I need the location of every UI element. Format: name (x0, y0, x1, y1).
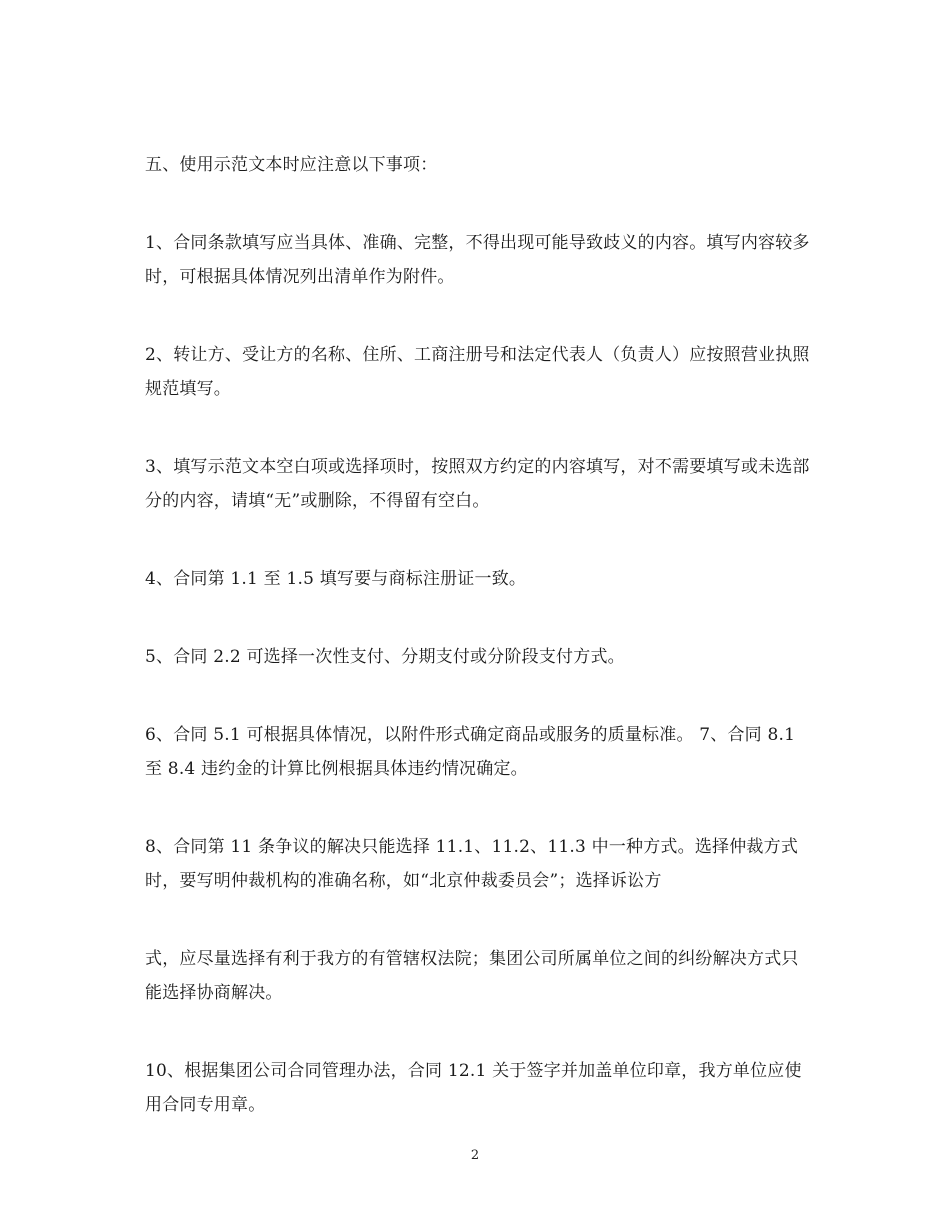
paragraph-8: 8、合同第 11 条争议的解决只能选择 11.1、11.2、11.3 中一种方式。选择仲裁方式时，要写明仲裁机构的准确名称，如“北京仲裁委员会”；选择诉讼方 (145, 837, 799, 891)
paragraph-6-7: 6、合同 5.1 可根据具体情况，以附件形式确定商品或服务的质量标准。 7、合同 8.1 至 8.4 违约金的计算比例根据具体违约情况确定。 (145, 725, 796, 779)
paragraph-10: 10、根据集团公司合同管理办法，合同 12.1 关于签字并加盖单位印章，我方单位应使用合同专用章。 (145, 1061, 802, 1115)
page-number: 2 (470, 1148, 480, 1163)
section-heading: 五、使用示范文本时应注意以下事项： (145, 155, 438, 175)
paragraph-2: 2、转让方、受让方的名称、住所、工商注册号和法定代表人（负责人）应按照营业执照规范填写。 (145, 345, 810, 399)
paragraph-5: 5、合同 2.2 可选择一次性支付、分期支付或分阶段支付方式。 (145, 647, 625, 667)
paragraph-4: 4、合同第 1.1 至 1.5 填写要与商标注册证一致。 (145, 569, 527, 589)
paragraph-8-continued: 式，应尽量选择有利于我方的有管辖权法院；集团公司所属单位之间的纠纷解决方式只能选择协商解决。 (145, 949, 799, 1003)
paragraph-1: 1、合同条款填写应当具体、准确、完整，不得出现可能导致歧义的内容。填写内容较多时，可根据具体情况列出清单作为附件。 (145, 233, 810, 287)
paragraph-3: 3、填写示范文本空白项或选择项时，按照双方约定的内容填写，对不需要填写或未选部分的内容，请填“无”或删除，不得留有空白。 (145, 457, 810, 511)
document-body (145, 148, 810, 1122)
